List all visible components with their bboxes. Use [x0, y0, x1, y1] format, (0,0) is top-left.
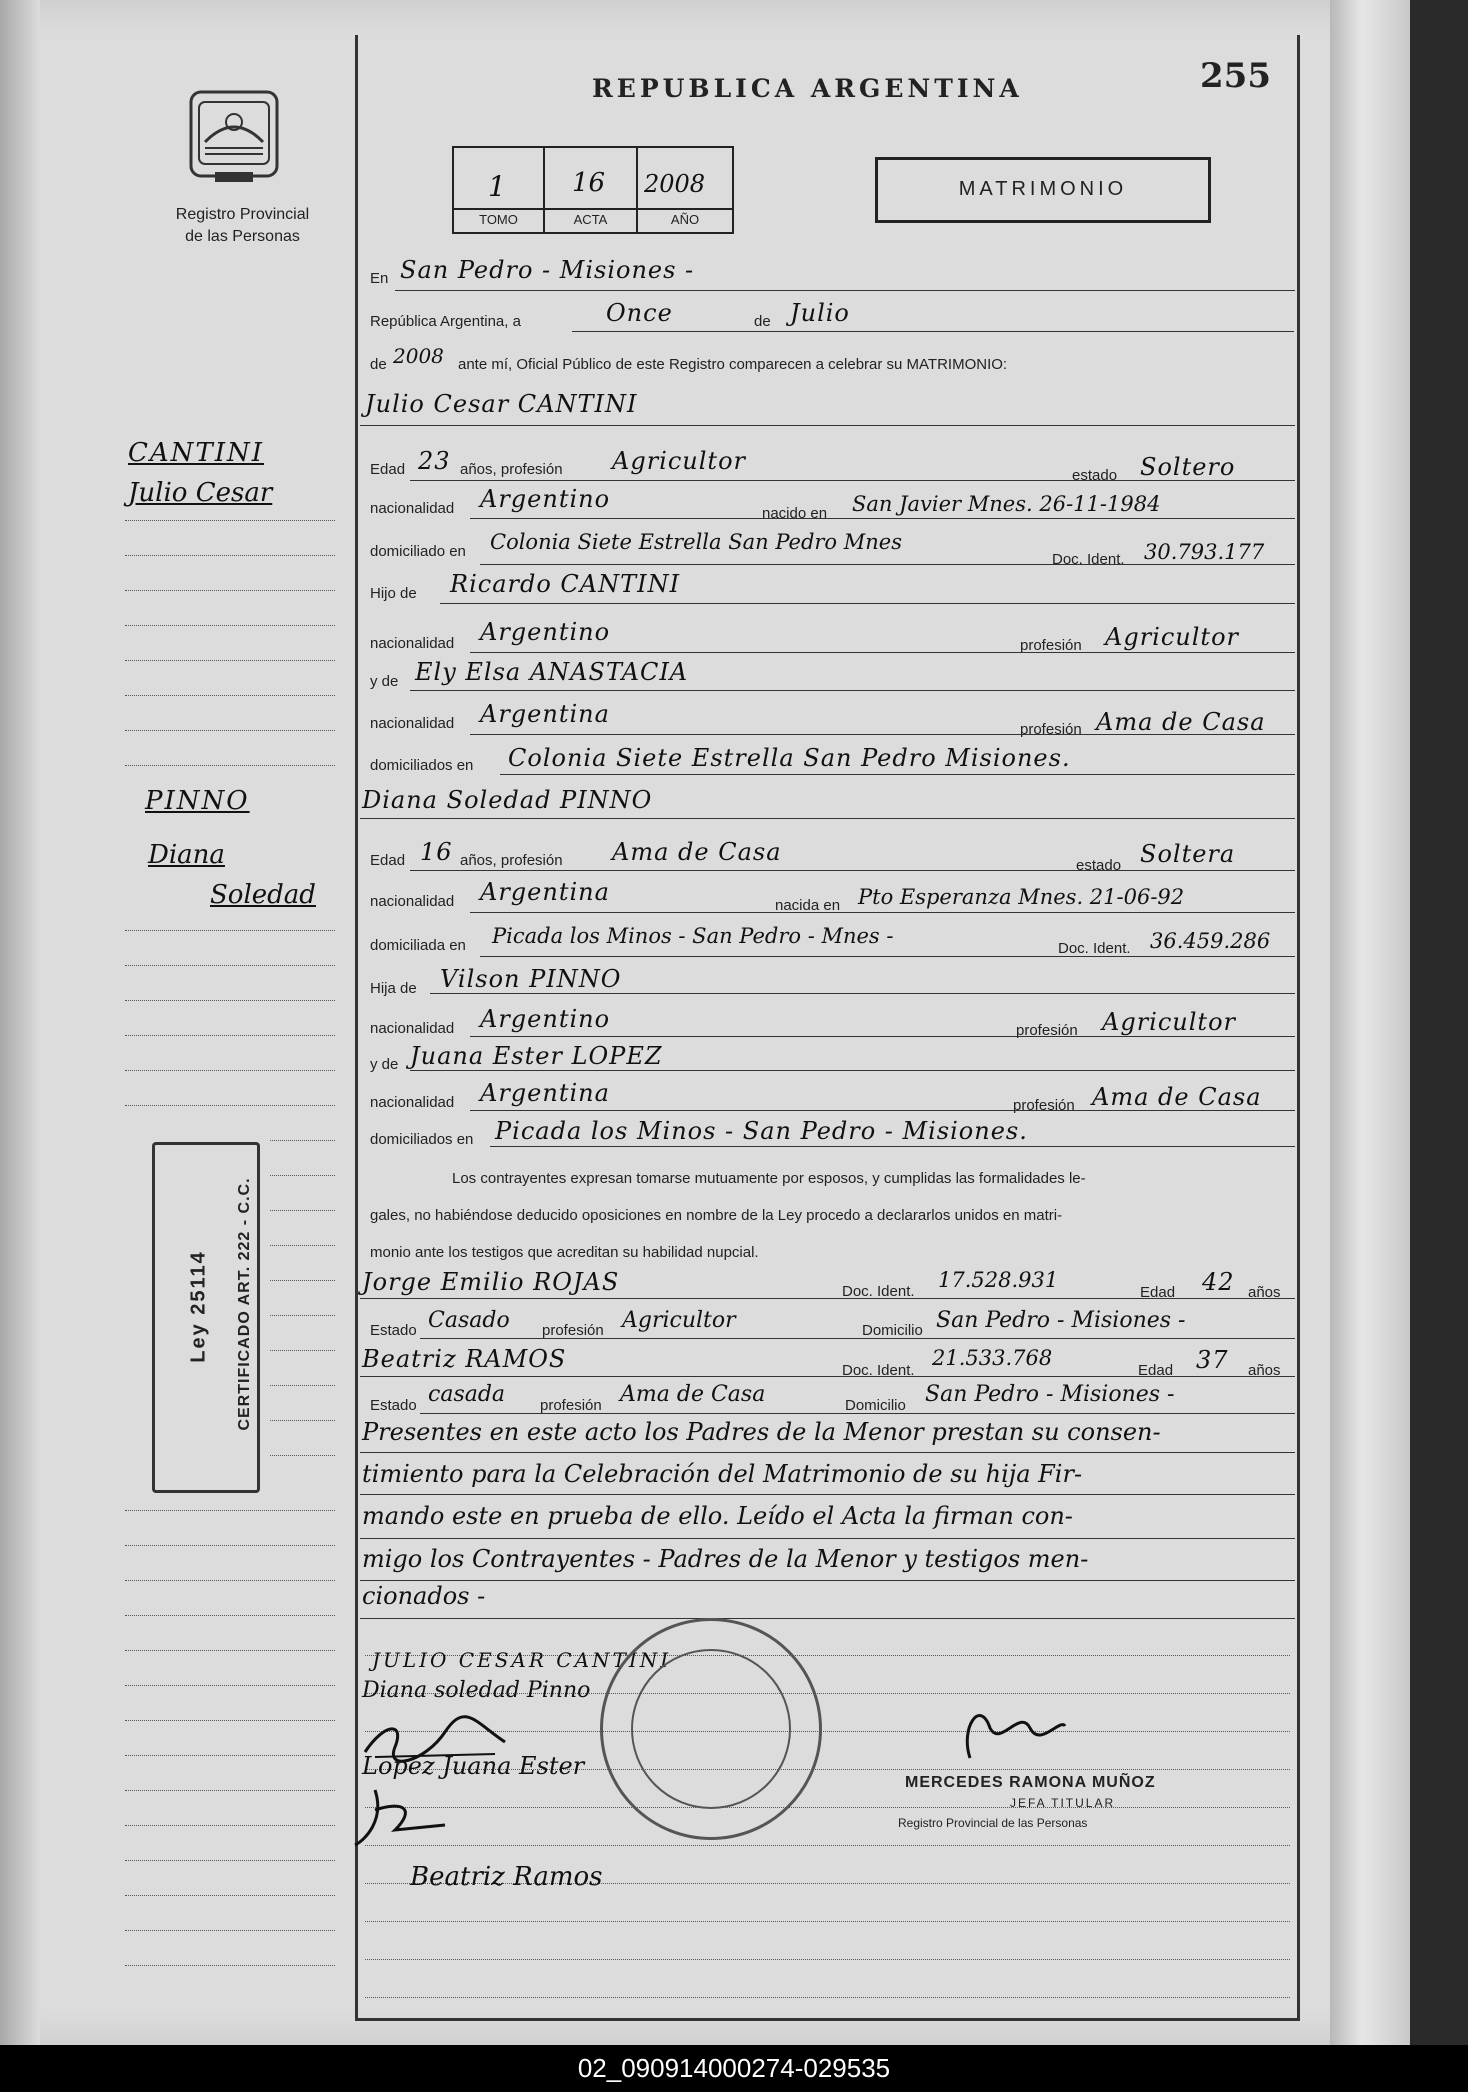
declaration-line-3: monio ante los testigos que acreditan su habilidad nupcial. — [370, 1244, 759, 1261]
margin-certificate-stamp — [152, 1142, 260, 1493]
margin-rule — [125, 930, 335, 931]
groom-nacido-label: nacido en — [762, 505, 828, 522]
rule-groom-dom — [480, 564, 1295, 565]
groom-madre-nac: Argentina — [480, 700, 610, 728]
bride-edad-label: Edad — [370, 852, 406, 869]
groom-doc: 30.793.177 — [1144, 540, 1265, 564]
bride-padres-dom-label: domiciliados en — [370, 1131, 474, 1148]
stamp-line-2: CERTIFICADO ART. 222 - C.C. — [236, 1177, 253, 1431]
bride-domicilio: Picada los Minos - San Pedro - Mnes - — [492, 924, 894, 948]
notes-line-3: mando este en prueba de ello. Leído el Acta la firman con- — [362, 1502, 1073, 1530]
witness-2-doc: 21.533.768 — [932, 1346, 1053, 1370]
groom-padre-prof-label: profesión — [1020, 637, 1082, 654]
right-border — [1297, 35, 1300, 2020]
rule-groom-madre-nac — [470, 734, 1295, 735]
bride-estado: Soltera — [1140, 840, 1236, 868]
margin-rule — [270, 1280, 335, 1281]
margin-rule — [125, 1930, 335, 1931]
margin-rule — [125, 695, 335, 696]
bride-anos-profesion-label: años, profesión — [460, 852, 563, 869]
notes-line-5: cionados - — [362, 1582, 486, 1610]
record-box — [452, 146, 734, 234]
witness-1-doc-label: Doc. Ident. — [842, 1283, 915, 1300]
margin-bride-given-2: Soledad — [210, 880, 316, 910]
witness-2-domicilio-label: Domicilio — [845, 1397, 906, 1414]
witness-2-anos-label: años — [1248, 1362, 1281, 1379]
bride-padre-nac-label: nacionalidad — [370, 1020, 455, 1037]
groom-padre-label: Hijo de — [370, 585, 417, 602]
signature-groom: JULIO CESAR CANTINI — [372, 1648, 672, 1672]
bride-nacionalidad: Argentina — [480, 878, 610, 906]
groom-madre-prof-label: profesión — [1020, 721, 1082, 738]
margin-rule — [125, 1720, 335, 1721]
declaration-line-2: gales, no habiéndose deducido oposiciones en nombre de la Ley procedo a declararlos unidos en matri- — [370, 1207, 1063, 1224]
margin-rule — [125, 1650, 335, 1651]
rule-witness-2 — [360, 1376, 1295, 1377]
margin-rule — [270, 1210, 335, 1211]
bride-madre-prof: Ama de Casa — [1092, 1083, 1262, 1111]
margin-rule — [270, 1315, 335, 1316]
margin-rule — [125, 625, 335, 626]
rule-witness-1 — [360, 1298, 1295, 1299]
bride-edad: 16 — [420, 838, 453, 866]
ano-label: AÑO — [670, 212, 700, 227]
witness-2-name: Beatriz RAMOS — [362, 1345, 567, 1373]
groom-edad: 23 — [418, 447, 451, 475]
bride-profesion: Ama de Casa — [612, 838, 782, 866]
bride-madre-nac: Argentina — [480, 1079, 610, 1107]
margin-rule — [125, 1035, 335, 1036]
official-registry: Registro Provincial de las Personas — [898, 1816, 1088, 1830]
groom-domicilio-label: domiciliado en — [370, 543, 466, 560]
rule-place — [395, 290, 1295, 291]
witness-1-estado: Casado — [428, 1308, 510, 1333]
groom-madre-label: y de — [370, 673, 399, 690]
groom-madre-prof: Ama de Casa — [1096, 708, 1266, 736]
margin-rule — [270, 1350, 335, 1351]
rule-bride-padre — [430, 993, 1295, 994]
bride-nacionalidad-label: nacionalidad — [370, 893, 455, 910]
witness-2-domicilio: San Pedro - Misiones - — [925, 1382, 1175, 1407]
sig-rule — [365, 1807, 1290, 1808]
groom-padres-dom-label: domiciliados en — [370, 757, 474, 774]
rule-date — [572, 331, 1294, 332]
official-name: MERCEDES RAMONA MUÑOZ — [905, 1774, 1156, 1791]
country-title: REPUBLICA ARGENTINA — [592, 74, 1023, 103]
groom-estado: Soltero — [1140, 453, 1236, 481]
official-seal — [600, 1618, 822, 1840]
rule-groom-name — [360, 425, 1295, 426]
witness-2-edad-label: Edad — [1138, 1362, 1174, 1379]
bottom-border — [355, 2018, 1300, 2021]
margin-bride-surname: PINNO — [145, 786, 250, 816]
margin-rule — [125, 555, 335, 556]
margin-rule — [125, 1755, 335, 1756]
official-seal-inner — [631, 1649, 791, 1809]
groom-full-name: Julio Cesar CANTINI — [365, 390, 638, 418]
groom-profesion: Agricultor — [612, 447, 746, 475]
day-value: Once — [606, 299, 673, 327]
margin-rule — [125, 1965, 335, 1966]
rule-groom-madre — [410, 690, 1295, 691]
declaration-line-1: Los contrayentes expresan tomarse mutuamente por esposos, y cumplidas las formalidades le- — [452, 1170, 1086, 1187]
groom-padre-nac-label: nacionalidad — [370, 635, 455, 652]
bride-doc: 36.459.286 — [1150, 929, 1271, 953]
province-emblem-icon — [185, 82, 283, 190]
margin-rule — [125, 1510, 335, 1511]
groom-padres-dom: Colonia Siete Estrella San Pedro Misiones. — [508, 744, 1071, 772]
margin-rule — [270, 1420, 335, 1421]
witness-1-edad-label: Edad — [1140, 1284, 1176, 1301]
rule-groom-padre-nac — [470, 652, 1295, 653]
rule-bride-dom — [480, 956, 1295, 957]
tomo-value: 1 — [488, 170, 506, 203]
margin-rule — [125, 965, 335, 966]
margin-rule — [125, 1580, 335, 1581]
rule-bride-padre-nac — [470, 1036, 1295, 1037]
margin-rule — [125, 660, 335, 661]
signature-witness-2: Beatriz Ramos — [410, 1862, 603, 1892]
groom-padre-nac: Argentino — [480, 618, 611, 646]
bride-full-name: Diana Soledad PINNO — [362, 786, 653, 814]
bride-madre-prof-label: profesión — [1013, 1097, 1075, 1114]
bride-domicilio-label: domiciliada en — [370, 937, 466, 954]
margin-rule — [270, 1455, 335, 1456]
margin-rule — [125, 1000, 335, 1001]
rule-bride-padres-dom — [490, 1146, 1295, 1147]
bride-nacida-label: nacida en — [775, 897, 841, 914]
margin-rule — [270, 1245, 335, 1246]
acta-label: ACTA — [573, 212, 608, 227]
year-label: de — [370, 356, 387, 373]
witness-1-profesion-label: profesión — [542, 1322, 604, 1339]
signature-bride: Diana soledad Pinno — [362, 1678, 591, 1703]
notes-line-2: timiento para la Celebración del Matrimonio de su hija Fir- — [362, 1460, 1083, 1488]
bride-nacida: Pto Esperanza Mnes. 21-06-92 — [858, 885, 1185, 909]
witness-1-profesion: Agricultor — [622, 1308, 736, 1333]
margin-rule — [270, 1385, 335, 1386]
margin-rule — [125, 1825, 335, 1826]
margin-rule — [125, 1895, 335, 1896]
bride-doc-label: Doc. Ident. — [1058, 940, 1131, 957]
page-left-shadow — [0, 0, 40, 2045]
rule-groom-nac — [470, 518, 1295, 519]
witness-2-doc-label: Doc. Ident. — [842, 1362, 915, 1379]
bride-padre-prof: Agricultor — [1102, 1008, 1236, 1036]
rule-bride-edad — [410, 870, 1295, 871]
groom-edad-label: Edad — [370, 461, 406, 478]
footer-id: 02_090914000274-029535 — [0, 2045, 1468, 2092]
notes-line-1: Presentes en este acto los Padres de la Menor prestan su consen- — [362, 1418, 1161, 1446]
margin-rule — [125, 590, 335, 591]
signature-mother: Lopez Juana Ester — [362, 1752, 585, 1780]
witness-2-estado-label: Estado — [370, 1397, 417, 1414]
witness-1-doc: 17.528.931 — [938, 1268, 1059, 1292]
margin-rule — [125, 1070, 335, 1071]
page-right-edge — [1330, 0, 1410, 2045]
tomo-label: TOMO — [479, 212, 518, 227]
rule-notes-1 — [360, 1452, 1295, 1453]
groom-nacionalidad: Argentino — [480, 485, 611, 513]
groom-estado-label: estado — [1072, 467, 1118, 484]
rule-witness-1-estado — [420, 1338, 1295, 1339]
rule-notes-2 — [360, 1494, 1295, 1495]
witness-2-profesion-label: profesión — [540, 1397, 602, 1414]
republica-label: República Argentina, a — [370, 313, 521, 330]
intro-statement: ante mí, Oficial Público de este Registro comparecen a celebrar su MATRIMONIO: — [458, 356, 1008, 373]
sig-rule — [365, 1997, 1290, 1998]
margin-groom-given: Julio Cesar — [128, 478, 273, 508]
official-signature — [950, 1688, 1070, 1768]
bride-padre-nac: Argentino — [480, 1005, 611, 1033]
year-value: 2008 — [393, 344, 444, 368]
registry-line-1: Registro Provincial — [175, 206, 310, 223]
stamp-line-1: Ley 25114 — [187, 1250, 210, 1363]
margin-rule — [270, 1140, 335, 1141]
bride-padre-label: Hija de — [370, 980, 417, 997]
groom-madre-nac-label: nacionalidad — [370, 715, 455, 732]
bride-madre-label: y de — [370, 1056, 399, 1073]
margin-rule — [125, 1105, 335, 1106]
rule-groom-edad — [410, 480, 1295, 481]
witness-2-edad: 37 — [1196, 1346, 1229, 1374]
sig-rule — [365, 1959, 1290, 1960]
witness-1-name: Jorge Emilio ROJAS — [362, 1268, 620, 1296]
witness-1-anos-label: años — [1248, 1284, 1281, 1301]
bride-madre: Juana Ester LOPEZ — [410, 1042, 663, 1070]
groom-doc-label: Doc. Ident. — [1052, 551, 1125, 568]
margin-groom-surname: CANTINI — [128, 438, 265, 468]
bride-estado-label: estado — [1076, 857, 1122, 874]
bride-padres-dom: Picada los Minos - San Pedro - Misiones. — [495, 1117, 1028, 1145]
bride-padre: Vilson PINNO — [440, 965, 622, 993]
groom-madre: Ely Elsa ANASTACIA — [415, 658, 689, 686]
witness-1-domicilio-label: Domicilio — [862, 1322, 923, 1339]
document-type-box — [875, 157, 1211, 223]
official-role: JEFA TITULAR — [1010, 1796, 1116, 1810]
margin-rule — [125, 730, 335, 731]
rule-notes-4 — [360, 1580, 1295, 1581]
margin-rule — [125, 1615, 335, 1616]
groom-padre-prof: Agricultor — [1105, 623, 1239, 651]
de-label: de — [754, 313, 771, 330]
rule-bride-madre — [410, 1070, 1295, 1071]
rule-bride-name — [360, 818, 1295, 819]
ano-value: 2008 — [644, 170, 706, 198]
margin-rule — [125, 1790, 335, 1791]
en-label: En — [370, 270, 389, 287]
margin-rule — [125, 765, 335, 766]
margin-rule — [270, 1175, 335, 1176]
notes-line-4: migo los Contrayentes - Padres de la Menor y testigos men- — [362, 1545, 1089, 1573]
groom-domicilio: Colonia Siete Estrella San Pedro Mnes — [490, 530, 902, 554]
bride-padre-prof-label: profesión — [1016, 1022, 1078, 1039]
margin-rule — [125, 1685, 335, 1686]
bride-madre-nac-label: nacionalidad — [370, 1094, 455, 1111]
witness-1-estado-label: Estado — [370, 1322, 417, 1339]
rule-groom-padre — [440, 603, 1295, 604]
record-label-rule — [454, 208, 732, 210]
margin-rule — [125, 1860, 335, 1861]
witness-2-estado: casada — [428, 1382, 506, 1407]
margin-rule — [125, 1545, 335, 1546]
place-value: San Pedro - Misiones - — [400, 256, 695, 284]
groom-nacionalidad-label: nacionalidad — [370, 500, 455, 517]
rule-bride-nac — [470, 912, 1295, 913]
groom-nacido: San Javier Mnes. 26-11-1984 — [852, 492, 1161, 516]
margin-rule — [125, 520, 335, 521]
witness-2-profesion: Ama de Casa — [620, 1382, 766, 1407]
signature-scribble-2 — [345, 1780, 465, 1850]
groom-anos-profesion-label: años, profesión — [460, 461, 563, 478]
acta-value: 16 — [572, 168, 606, 198]
sig-rule — [365, 1845, 1290, 1846]
margin-bride-given-1: Diana — [148, 840, 225, 870]
page-number: 255 — [1200, 56, 1271, 96]
witness-1-edad: 42 — [1202, 1268, 1235, 1296]
rule-witness-2-estado — [420, 1413, 1295, 1414]
rule-notes-5 — [360, 1618, 1295, 1619]
rule-bride-madre-nac — [470, 1110, 1295, 1111]
registry-title — [150, 204, 335, 248]
sig-rule — [365, 1921, 1290, 1922]
document-type: MATRIMONIO — [958, 178, 1128, 200]
registry-line-2: de las Personas — [185, 228, 300, 245]
month-value: Julio — [790, 299, 850, 327]
rule-notes-3 — [360, 1538, 1295, 1539]
witness-1-domicilio: San Pedro - Misiones - — [936, 1308, 1186, 1333]
rule-groom-padres-dom — [500, 774, 1295, 775]
groom-padre: Ricardo CANTINI — [450, 570, 681, 598]
